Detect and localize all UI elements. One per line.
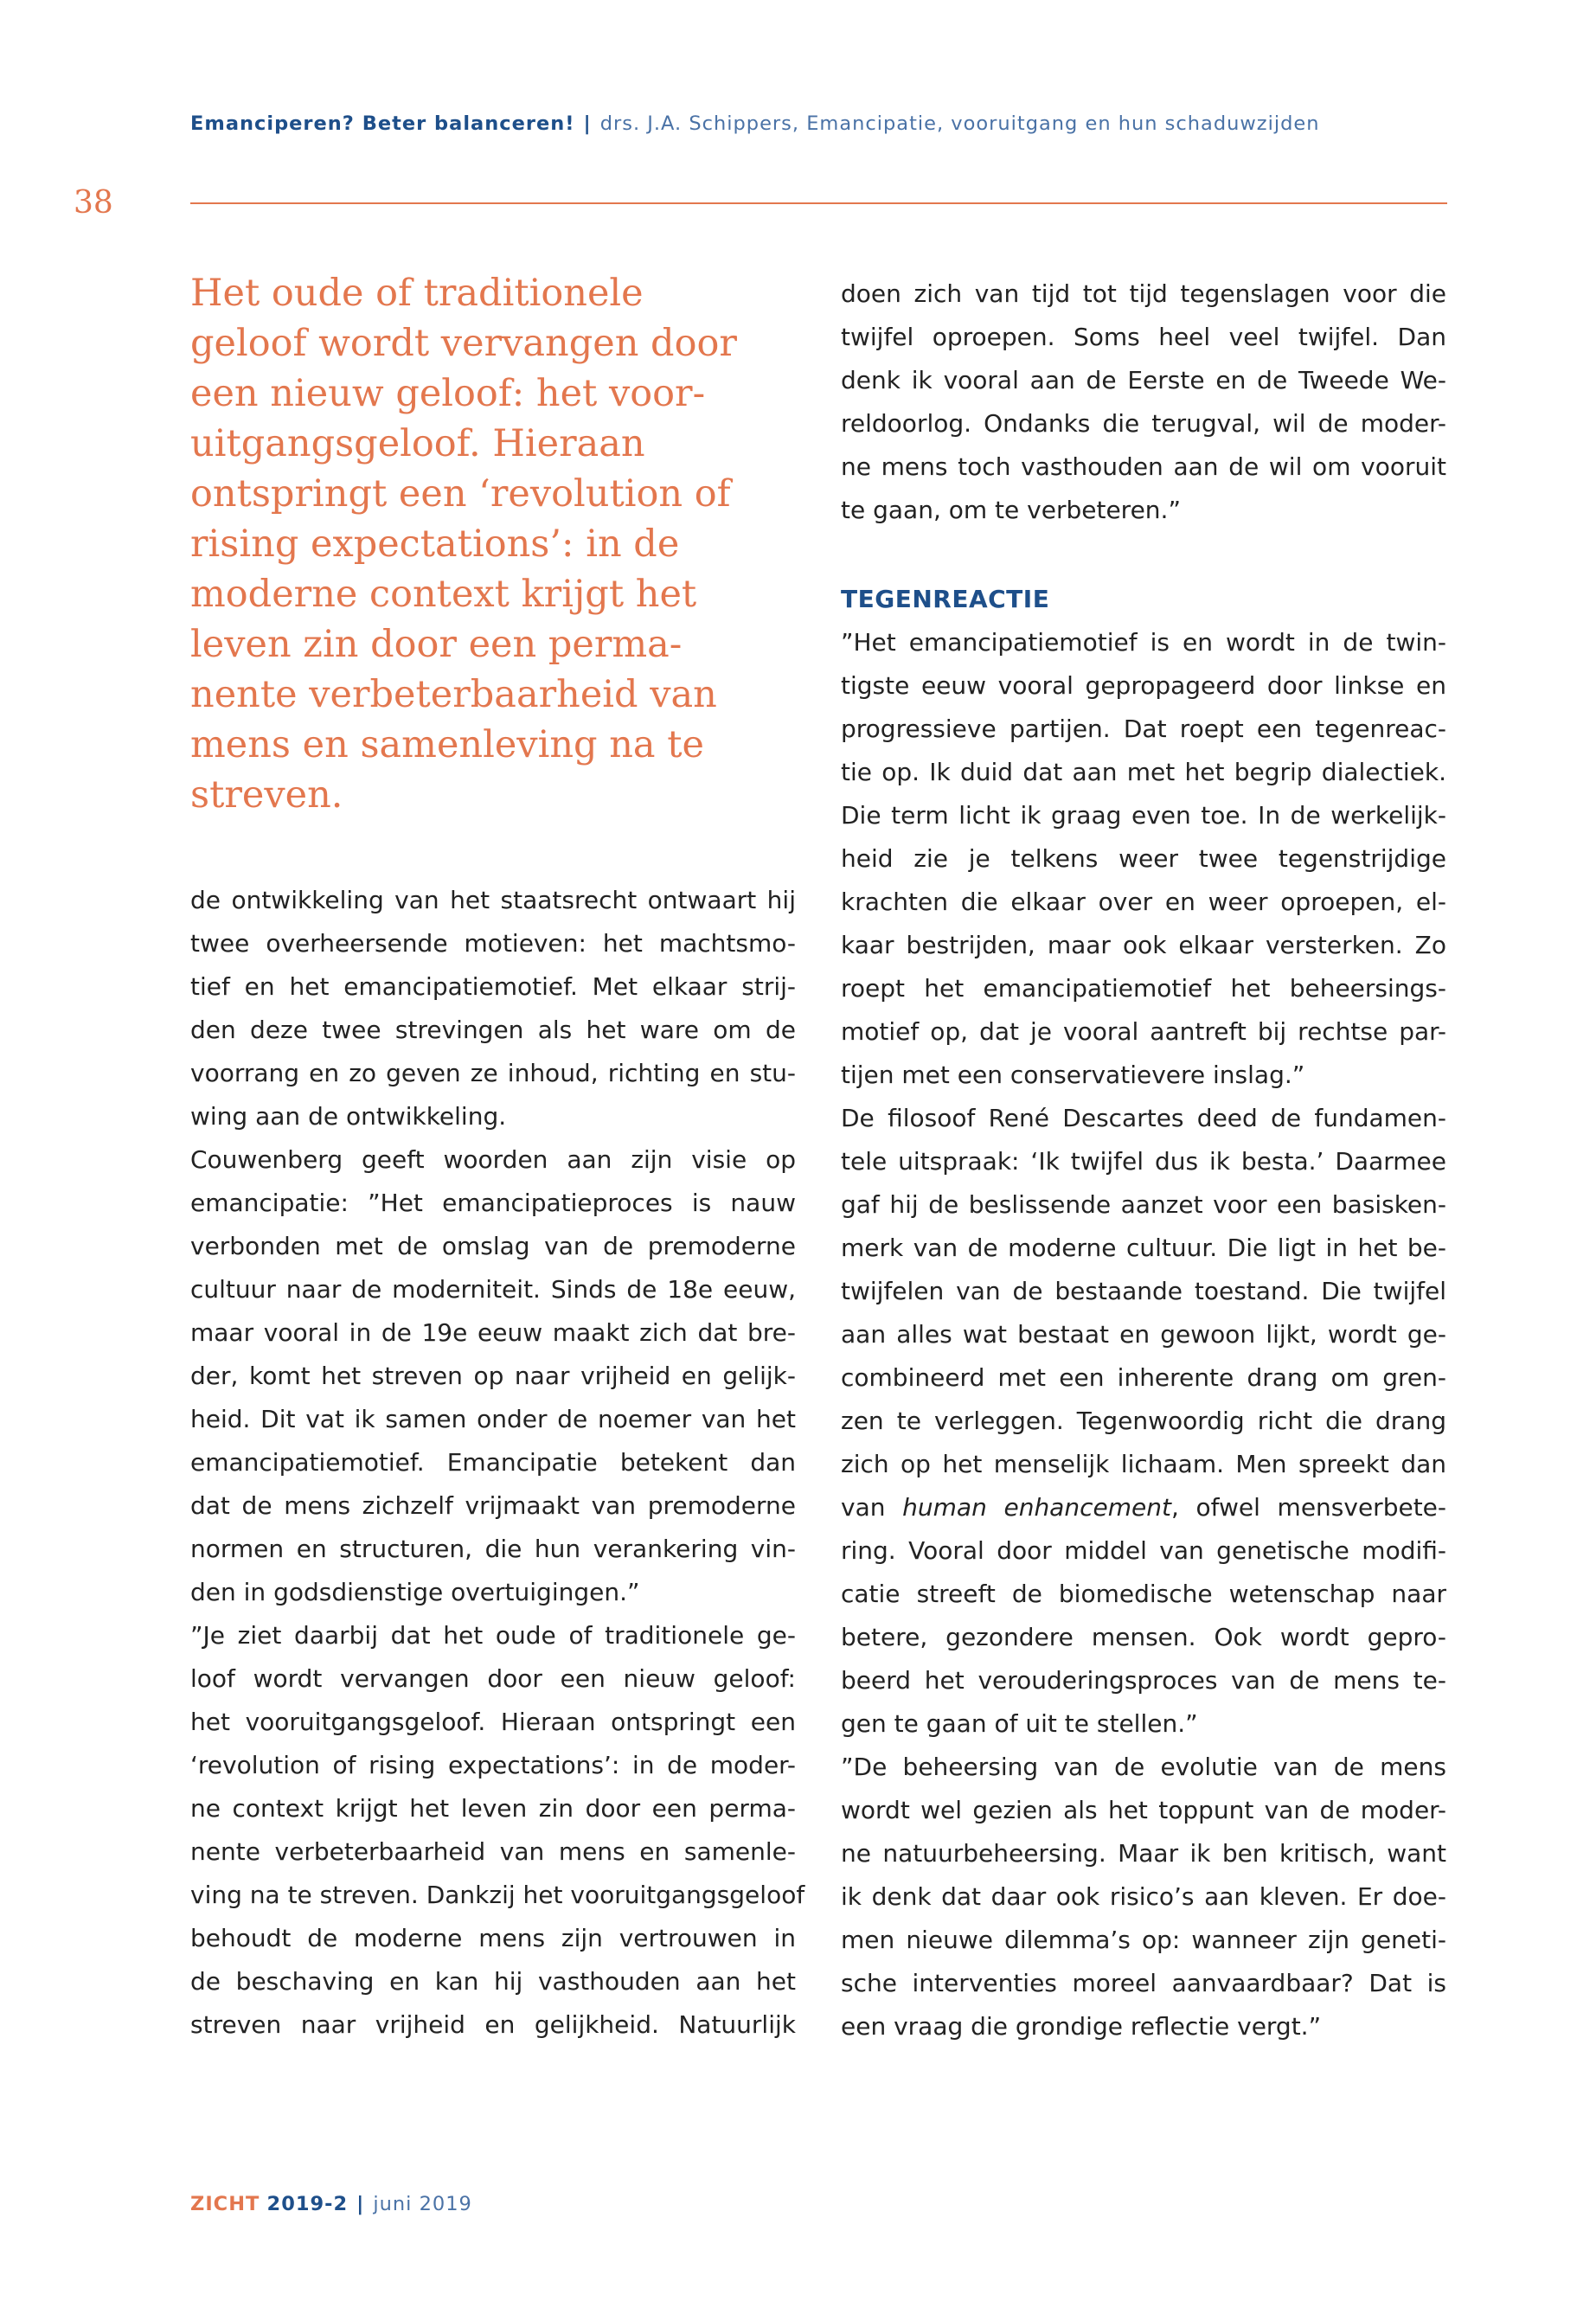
body-text-line: ‘revolution of rising expectations’: in de moder- bbox=[190, 1751, 796, 1779]
body-text-line: maar vooral in de 19e eeuw maakt zich dat bre- bbox=[190, 1318, 796, 1347]
body-text-line: krachten die elkaar over en weer oproepen, el- bbox=[841, 888, 1446, 916]
pull-quote-line: een nieuw geloof: het voor- bbox=[190, 372, 706, 415]
body-text-line: den deze twee strevingen als het ware om de bbox=[190, 1016, 796, 1044]
body-text-line: sche interventies moreel aanvaardbaar? Dat is bbox=[841, 1969, 1446, 1997]
body-text-line: gaf hij de beslissende aanzet voor een basisken- bbox=[841, 1190, 1446, 1219]
body-text-line: zen te verleggen. Tegenwoordig richt die drang bbox=[841, 1407, 1446, 1435]
pull-quote-line: rising expectations’: in de bbox=[190, 522, 680, 566]
body-text-line: de ontwikkeling van het staatsrecht ontwaart hij bbox=[190, 886, 796, 914]
body-text-line: kaar bestrijden, maar ook elkaar versterken. Zo bbox=[841, 931, 1446, 959]
body-text-line: nente verbeterbaarheid van mens en samenle- bbox=[190, 1837, 796, 1866]
running-header bbox=[190, 112, 1319, 135]
body-text-line: tigste eeuw vooral gepropageerd door linkse en bbox=[841, 671, 1446, 700]
footer-separator: | bbox=[356, 2193, 365, 2215]
body-text-line: normen en structuren, die hun verankering vin- bbox=[190, 1535, 796, 1563]
body-text-line: wing aan de ontwikkeling. bbox=[190, 1102, 507, 1131]
italic-term: human enhancement bbox=[902, 1493, 1171, 1522]
pull-quote-line: ontspringt een ‘revolution of bbox=[190, 472, 731, 516]
body-text-line: ne natuurbeheersing. Maar ik ben kritisch, want bbox=[841, 1839, 1446, 1868]
body-text-line: combineerd met een inherente drang om gren- bbox=[841, 1363, 1446, 1392]
body-text-line: emancipatiemotief. Emancipatie betekent dan bbox=[190, 1448, 796, 1477]
body-text-line: zich op het menselijk lichaam. Men spreekt dan bbox=[841, 1450, 1446, 1478]
section-heading: TEGENREACTIE bbox=[841, 585, 1050, 613]
pull-quote-line: uitgangsgeloof. Hieraan bbox=[190, 422, 645, 465]
body-text-line: loof wordt vervangen door een nieuw geloof: bbox=[190, 1664, 796, 1693]
body-text-line: ring. Vooral door middel van genetische modifi- bbox=[841, 1536, 1446, 1565]
body-text-line: merk van de moderne cultuur. Die ligt in het be- bbox=[841, 1234, 1446, 1262]
body-text-line: het vooruitgangsgeloof. Hieraan ontspringt een bbox=[190, 1708, 796, 1736]
pull-quote bbox=[190, 268, 813, 820]
body-text-line: verbonden met de omslag van de premoderne bbox=[190, 1232, 796, 1260]
header-separator: | bbox=[583, 112, 592, 135]
body-text-line: heid zie je telkens weer twee tegenstrijdige bbox=[841, 844, 1446, 873]
body-text-line: ”Het emancipatiemotief is en wordt in de twin- bbox=[841, 628, 1446, 657]
body-text-line: catie streeft de biomedische wetenschap naar bbox=[841, 1580, 1446, 1608]
body-text-line: men nieuwe dilemma’s op: wanneer zijn geneti- bbox=[841, 1926, 1446, 1954]
body-text-line: motief op, dat je vooral aantreft bij rechtse par- bbox=[841, 1017, 1446, 1046]
body-text-line: dat de mens zichzelf vrijmaakt van premoderne bbox=[190, 1491, 796, 1520]
header-rule bbox=[190, 202, 1447, 204]
issue-date: juni 2019 bbox=[373, 2193, 472, 2215]
page-footer bbox=[190, 2193, 472, 2215]
body-text-line: emancipatie: ”Het emancipatieproces is nauw bbox=[190, 1189, 796, 1217]
body-text-line: De filosoof René Descartes deed de fundamen- bbox=[841, 1104, 1446, 1132]
pull-quote-line: moderne context krijgt het bbox=[190, 573, 697, 616]
body-text-line: betere, gezondere mensen. Ook wordt gepro- bbox=[841, 1623, 1446, 1651]
body-text-line: den in godsdienstige overtuigingen.” bbox=[190, 1578, 640, 1606]
pull-quote-line: streven. bbox=[190, 773, 343, 817]
pull-quote-line: geloof wordt vervangen door bbox=[190, 322, 737, 365]
body-text-line: gen te gaan of uit te stellen.” bbox=[841, 1709, 1198, 1738]
body-text-line: te gaan, om te verbeteren.” bbox=[841, 496, 1181, 524]
body-text-line: progressieve partijen. Dat roept een tegenreac- bbox=[841, 715, 1446, 743]
body-text-line: van human enhancement, ofwel mensverbete- bbox=[841, 1493, 1447, 1522]
body-text-line: twee overheersende motieven: het machtsmo- bbox=[190, 929, 796, 958]
body-text-line: twijfelen van de bestaande toestand. Die twijfel bbox=[841, 1277, 1446, 1305]
body-text-line: twijfel oproepen. Soms heel veel twijfel. Dan bbox=[841, 323, 1446, 351]
body-text-line: roept het emancipatiemotief het beheersings- bbox=[841, 974, 1446, 1003]
body-text-line: aan alles wat bestaat en gewoon lijkt, wordt ge- bbox=[841, 1320, 1446, 1349]
body-text-line: ne mens toch vasthouden aan de wil om vooruit bbox=[841, 452, 1446, 481]
body-text-line: tele uitspraak: ‘Ik twijfel dus ik besta.’ Daarmee bbox=[841, 1147, 1446, 1176]
body-text-line: voorrang en zo geven ze inhoud, richting en stu- bbox=[190, 1059, 796, 1087]
series-title: Emanciperen? Beter balanceren! bbox=[190, 112, 575, 135]
body-text-line: denk ik vooral aan de Eerste en de Tweede We- bbox=[841, 366, 1446, 394]
body-text-line: wordt wel gezien als het toppunt van de moder- bbox=[841, 1796, 1446, 1824]
body-text-line: ”Je ziet daarbij dat het oude of traditionele ge- bbox=[190, 1621, 796, 1650]
body-text-line: streven naar vrijheid en gelijkheid. Natuurlijk bbox=[190, 2010, 796, 2039]
magazine-name: ZICHT bbox=[190, 2193, 260, 2215]
body-text-line: ik denk dat daar ook risico’s aan kleven. Er doe- bbox=[841, 1882, 1446, 1911]
body-text-line: de beschaving en kan hij vasthouden aan het bbox=[190, 1967, 796, 1996]
body-text-line: heid. Dit vat ik samen onder de noemer van het bbox=[190, 1405, 796, 1433]
body-text-line: ving na te streven. Dankzij het vooruitgangsgeloof bbox=[190, 1881, 805, 1909]
body-text-line: beerd het verouderingsproces van de mens te- bbox=[841, 1666, 1446, 1695]
body-text-line: tie op. Ik duid dat aan met het begrip dialectiek. bbox=[841, 758, 1446, 786]
body-text-line: Couwenberg geeft woorden aan zijn visie op bbox=[190, 1145, 796, 1174]
page-number: 38 bbox=[74, 185, 113, 221]
pull-quote-line: Het oude of traditionele bbox=[190, 272, 644, 315]
body-text-line: tief en het emancipatiemotief. Met elkaar strij- bbox=[190, 972, 796, 1001]
body-text-line: behoudt de moderne mens zijn vertrouwen in bbox=[190, 1924, 796, 1952]
body-text-line: reldoorlog. Ondanks die terugval, wil de moder- bbox=[841, 409, 1446, 438]
pull-quote-line: mens en samenleving na te bbox=[190, 723, 704, 766]
body-text-line: der, komt het streven op naar vrijheid en gelijk- bbox=[190, 1362, 796, 1390]
pull-quote-line: leven zin door een perma- bbox=[190, 623, 683, 666]
body-text-line: doen zich van tijd tot tijd tegenslagen voor die bbox=[841, 279, 1446, 308]
issue-number: 2019-2 bbox=[266, 2193, 349, 2215]
body-text-line: tijen met een conservatievere inslag.” bbox=[841, 1061, 1305, 1089]
author-article-title: drs. J.A. Schippers, Emancipatie, vooruitgang en hun schaduwzijden bbox=[599, 112, 1320, 135]
pull-quote-line: nente verbeterbaarheid van bbox=[190, 673, 717, 716]
body-text-line: ”De beheersing van de evolutie van de mens bbox=[841, 1753, 1446, 1781]
body-text-line: ne context krijgt het leven zin door een perma- bbox=[190, 1794, 796, 1823]
body-text-line: Die term licht ik graag even toe. In de werkelijk- bbox=[841, 801, 1446, 830]
body-text-line: een vraag die grondige reflectie vergt.” bbox=[841, 2012, 1322, 2041]
body-text-line: cultuur naar de moderniteit. Sinds de 18e eeuw, bbox=[190, 1275, 796, 1304]
